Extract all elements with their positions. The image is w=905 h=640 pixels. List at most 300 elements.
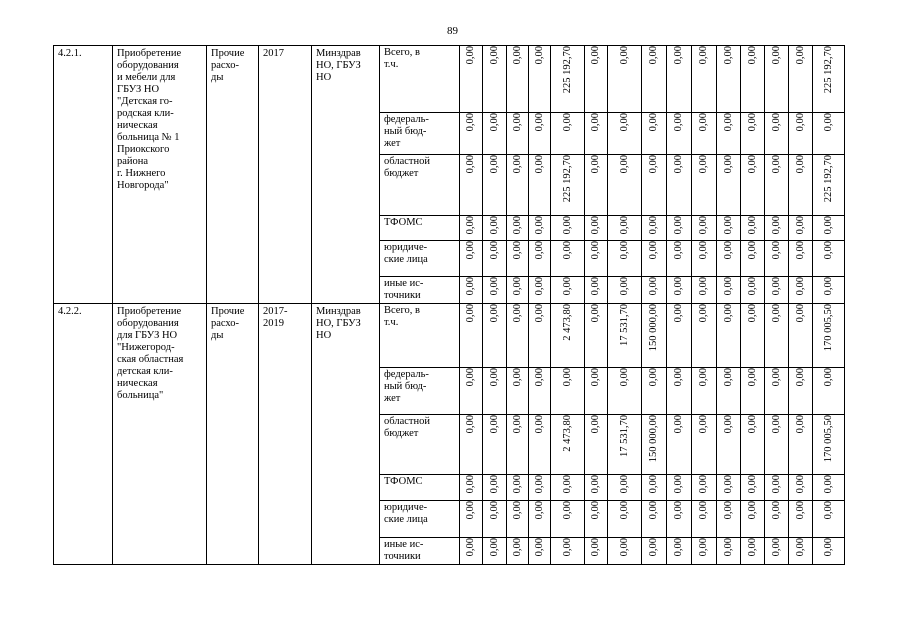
amount-value: 0,00 [465, 277, 476, 296]
funding-source [380, 368, 460, 415]
amount-cell [642, 501, 667, 538]
amount-value: 0,00 [698, 155, 709, 174]
amount-cell [551, 46, 585, 113]
amount-cell [789, 415, 813, 475]
amount-cell [717, 155, 741, 216]
period [259, 304, 312, 565]
amount-value: 0,00 [673, 46, 684, 65]
amount-cell [692, 277, 717, 304]
amount-value: 0,00 [794, 113, 806, 132]
amount-value: 0,00 [648, 538, 659, 557]
amount-value: 0,00 [673, 216, 684, 235]
text-line: ды [211, 330, 224, 341]
amount-value: 0,00 [673, 415, 684, 434]
text-line: Приобретение [117, 306, 182, 317]
funding-source [380, 216, 460, 241]
amount-value: 0,00 [746, 538, 758, 557]
amount-cell [813, 216, 845, 241]
amount-cell [483, 475, 507, 501]
amount-value: 0,00 [822, 216, 834, 235]
amount-value: 0,00 [488, 216, 500, 235]
amount-cell [667, 538, 692, 565]
amount-value: 0,00 [746, 113, 758, 132]
text-line: бюджет [384, 428, 419, 439]
text-line: иные ис- [384, 539, 424, 550]
text-line: оборудования [117, 60, 179, 71]
amount-cell [483, 501, 507, 538]
amount-value: 0,00 [561, 241, 573, 260]
amount-cell [667, 501, 692, 538]
amount-cell [813, 155, 845, 216]
amount-cell [667, 304, 692, 368]
amount-cell [551, 277, 585, 304]
amount-cell [460, 113, 483, 155]
amount-value: 0,00 [618, 501, 630, 520]
amount-cell [692, 415, 717, 475]
amount-cell [483, 304, 507, 368]
amount-value: 0,00 [794, 475, 806, 494]
amount-cell [460, 501, 483, 538]
text-line: ническая [117, 120, 158, 131]
text-line: юридиче- [384, 242, 428, 253]
text-line: ный бюд- [384, 381, 427, 392]
amount-value: 0,00 [488, 113, 500, 132]
amount-cell [765, 277, 789, 304]
amount-cell [507, 501, 529, 538]
amount-value: 0,00 [511, 113, 523, 132]
amount-cell [667, 241, 692, 277]
amount-cell [460, 538, 483, 565]
amount-cell [741, 216, 765, 241]
amount-cell [460, 277, 483, 304]
amount-value: 0,00 [770, 46, 782, 65]
item-code [54, 46, 113, 304]
amount-cell [765, 501, 789, 538]
amount-cell [765, 155, 789, 216]
amount-cell [551, 538, 585, 565]
text-line: г. Нижнего [117, 168, 166, 179]
amount-value: 0,00 [488, 538, 500, 557]
amount-value: 150 000,00 [648, 304, 659, 352]
amount-value: 0,00 [511, 538, 523, 557]
amount-cell [667, 113, 692, 155]
period-text: 2017 [263, 48, 284, 59]
amount-cell [813, 501, 845, 538]
amount-value: 0,00 [618, 277, 630, 296]
amount-value: 0,00 [746, 277, 758, 296]
amount-cell [551, 241, 585, 277]
amount-cell [483, 538, 507, 565]
amount-value: 0,00 [590, 415, 601, 434]
text-line: родская кли- [117, 108, 174, 119]
text-line: 2017- [263, 306, 288, 317]
amount-value: 170 005,50 [822, 304, 834, 352]
amount-cell [813, 368, 845, 415]
amount-value: 0,00 [722, 155, 734, 174]
item-code [54, 304, 113, 565]
text-line: оборудования [117, 318, 179, 329]
amount-value: 0,00 [722, 216, 734, 235]
amount-value: 0,00 [770, 538, 782, 557]
text-line: ТФОМС [384, 476, 423, 487]
text-line: Всего, в [384, 47, 420, 58]
amount-cell [741, 46, 765, 113]
text-line: федераль- [384, 114, 429, 125]
funding-source [380, 277, 460, 304]
amount-cell [551, 216, 585, 241]
amount-cell [717, 538, 741, 565]
amount-value: 0,00 [511, 216, 523, 235]
amount-cell [789, 304, 813, 368]
amount-cell [789, 46, 813, 113]
amount-value: 0,00 [770, 277, 782, 296]
text-line: ническая [117, 378, 158, 389]
amount-value: 0,00 [698, 216, 709, 235]
amount-value: 0,00 [770, 475, 782, 494]
text-line: расхо- [211, 318, 240, 329]
amount-cell [608, 538, 642, 565]
text-line: района [117, 156, 149, 167]
amount-value: 0,00 [488, 415, 500, 434]
amount-value: 0,00 [511, 46, 523, 65]
amount-cell [692, 501, 717, 538]
amount-cell [717, 304, 741, 368]
amount-cell [460, 216, 483, 241]
amount-value: 0,00 [465, 155, 476, 174]
text-line: Всего, в [384, 305, 420, 316]
amount-cell [789, 155, 813, 216]
text-line: и мебели для [117, 72, 176, 83]
amount-value: 0,00 [561, 216, 573, 235]
amount-cell [667, 155, 692, 216]
funding-source [380, 241, 460, 277]
amount-cell [507, 277, 529, 304]
amount-value: 0,00 [533, 216, 545, 235]
amount-value: 0,00 [533, 368, 545, 387]
amount-cell [765, 475, 789, 501]
amount-value: 0,00 [561, 368, 573, 387]
amount-cell [483, 277, 507, 304]
amount-cell [667, 46, 692, 113]
amount-value: 0,00 [794, 501, 806, 520]
amount-value: 0,00 [511, 415, 523, 434]
amount-cell [483, 368, 507, 415]
text-line: жет [384, 138, 401, 149]
amount-value: 0,00 [533, 277, 545, 296]
text-line: Новгорода" [117, 180, 169, 191]
amount-value: 0,00 [673, 113, 684, 132]
amount-cell [551, 415, 585, 475]
amount-cell [765, 368, 789, 415]
amount-cell [529, 113, 551, 155]
amount-value: 0,00 [770, 304, 782, 323]
amount-value: 0,00 [511, 304, 523, 323]
amount-cell [529, 538, 551, 565]
amount-cell [813, 113, 845, 155]
amount-value: 0,00 [698, 415, 709, 434]
amount-value: 0,00 [794, 46, 806, 65]
amount-value: 0,00 [465, 538, 476, 557]
funding-source [380, 475, 460, 501]
amount-value: 0,00 [511, 241, 523, 260]
funding-source [380, 304, 460, 368]
amount-cell [460, 241, 483, 277]
amount-value: 0,00 [698, 501, 709, 520]
amount-value: 0,00 [822, 241, 834, 260]
amount-cell [765, 113, 789, 155]
amount-cell [585, 475, 608, 501]
amount-value: 0,00 [488, 241, 500, 260]
amount-value: 0,00 [533, 113, 545, 132]
funding-source [380, 113, 460, 155]
amount-value: 0,00 [465, 415, 476, 434]
amount-value: 0,00 [511, 475, 523, 494]
amount-value: 0,00 [648, 475, 659, 494]
amount-value: 0,00 [488, 155, 500, 174]
amount-value: 0,00 [533, 155, 545, 174]
funding-source [380, 538, 460, 565]
text-line: "Детская го- [117, 96, 173, 107]
text-line: иные ис- [384, 278, 424, 289]
amount-cell [529, 46, 551, 113]
amount-value: 0,00 [618, 46, 630, 65]
amount-cell [529, 368, 551, 415]
text-line: больница № 1 [117, 132, 180, 143]
amount-value: 0,00 [561, 277, 573, 296]
amount-value: 0,00 [648, 216, 659, 235]
amount-cell [717, 216, 741, 241]
amount-value: 0,00 [822, 277, 834, 296]
amount-cell [608, 216, 642, 241]
amount-value: 2 473,80 [561, 415, 573, 452]
amount-cell [642, 304, 667, 368]
amount-cell [585, 155, 608, 216]
amount-cell [585, 277, 608, 304]
amount-cell [717, 113, 741, 155]
amount-cell [529, 475, 551, 501]
amount-value: 0,00 [746, 501, 758, 520]
amount-cell [585, 46, 608, 113]
amount-cell [717, 46, 741, 113]
amount-value: 0,00 [465, 113, 476, 132]
amount-value: 0,00 [561, 475, 573, 494]
amount-value: 0,00 [648, 277, 659, 296]
text-line: расхо- [211, 60, 240, 71]
item-name [113, 46, 207, 304]
amount-cell [765, 304, 789, 368]
amount-cell [642, 475, 667, 501]
amount-value: 0,00 [590, 216, 601, 235]
amount-cell [692, 113, 717, 155]
amount-value: 0,00 [465, 475, 476, 494]
amount-cell [789, 368, 813, 415]
amount-cell [692, 155, 717, 216]
text-line: ские лица [384, 514, 428, 525]
amount-value: 0,00 [590, 155, 601, 174]
amount-value: 0,00 [673, 155, 684, 174]
expense-type [207, 304, 259, 565]
amount-cell [813, 277, 845, 304]
amount-cell [741, 415, 765, 475]
amount-cell [507, 155, 529, 216]
amount-value: 0,00 [794, 415, 806, 434]
amount-value: 0,00 [746, 216, 758, 235]
amount-cell [741, 475, 765, 501]
amount-value: 0,00 [746, 415, 758, 434]
text-line: ды [211, 72, 224, 83]
amount-cell [529, 241, 551, 277]
amount-value: 0,00 [770, 241, 782, 260]
amount-value: 0,00 [746, 368, 758, 387]
amount-cell [608, 46, 642, 113]
amount-value: 150 000,00 [648, 415, 659, 463]
amount-value: 0,00 [673, 304, 684, 323]
amount-cell [529, 216, 551, 241]
amount-cell [551, 113, 585, 155]
amount-cell [692, 475, 717, 501]
text-line: юридиче- [384, 502, 428, 513]
amount-value: 0,00 [648, 113, 659, 132]
amount-value: 0,00 [618, 113, 630, 132]
amount-value: 0,00 [488, 277, 500, 296]
amount-cell [585, 216, 608, 241]
amount-cell [483, 216, 507, 241]
amount-cell [585, 304, 608, 368]
amount-value: 0,00 [722, 46, 734, 65]
amount-cell [692, 216, 717, 241]
text-line: т.ч. [384, 59, 399, 70]
text-line: для ГБУЗ НО [117, 330, 178, 341]
amount-cell [608, 155, 642, 216]
amount-cell [529, 304, 551, 368]
expense-type [207, 46, 259, 304]
amount-value: 0,00 [511, 501, 523, 520]
amount-cell [813, 475, 845, 501]
amount-value: 0,00 [533, 475, 545, 494]
amount-cell [608, 277, 642, 304]
amount-value: 0,00 [465, 501, 476, 520]
amount-value: 0,00 [822, 538, 834, 557]
amount-cell [460, 475, 483, 501]
amount-cell [789, 113, 813, 155]
text-line: точники [384, 551, 421, 562]
amount-value: 0,00 [590, 113, 601, 132]
amount-value: 0,00 [770, 368, 782, 387]
amount-value: 0,00 [590, 241, 601, 260]
amount-cell [642, 155, 667, 216]
amount-cell [741, 304, 765, 368]
amount-value: 0,00 [770, 415, 782, 434]
amount-value: 0,00 [648, 501, 659, 520]
amount-cell [717, 415, 741, 475]
text-line: бюджет [384, 168, 419, 179]
amount-cell [717, 475, 741, 501]
amount-cell [608, 113, 642, 155]
amount-value: 0,00 [794, 241, 806, 260]
page-number: 89 [447, 25, 458, 37]
amount-value: 0,00 [722, 475, 734, 494]
text-line: Минздрав [316, 306, 361, 317]
amount-cell [483, 46, 507, 113]
text-line: "Нижегород- [117, 342, 175, 353]
amount-cell [717, 277, 741, 304]
text-line: ТФОМС [384, 217, 423, 228]
amount-cell [507, 415, 529, 475]
amount-value: 0,00 [561, 501, 573, 520]
amount-value: 225 192,70 [561, 155, 573, 203]
amount-value: 0,00 [533, 415, 545, 434]
amount-cell [667, 277, 692, 304]
amount-value: 0,00 [698, 304, 709, 323]
amount-cell [789, 277, 813, 304]
amount-value: 0,00 [511, 368, 523, 387]
amount-cell [765, 538, 789, 565]
amount-value: 0,00 [590, 277, 601, 296]
amount-cell [765, 415, 789, 475]
amount-value: 0,00 [533, 538, 545, 557]
text-line: областной [384, 156, 430, 167]
amount-value: 0,00 [822, 501, 834, 520]
amount-cell [608, 475, 642, 501]
funding-source [380, 415, 460, 475]
funding-source [380, 46, 460, 113]
amount-value: 0,00 [511, 155, 523, 174]
amount-cell [551, 501, 585, 538]
amount-cell [460, 368, 483, 415]
amount-value: 0,00 [722, 304, 734, 323]
amount-value: 0,00 [618, 216, 630, 235]
text-line: точники [384, 290, 421, 301]
amount-cell [741, 113, 765, 155]
amount-value: 0,00 [465, 304, 476, 323]
text-line: Приобретение [117, 48, 182, 59]
amount-value: 0,00 [648, 46, 659, 65]
amount-value: 0,00 [673, 277, 684, 296]
amount-value: 0,00 [533, 304, 545, 323]
amount-value: 170 005,50 [822, 415, 834, 463]
amount-value: 0,00 [648, 155, 659, 174]
amount-cell [529, 501, 551, 538]
amount-cell [483, 155, 507, 216]
amount-value: 0,00 [698, 368, 709, 387]
amount-cell [642, 415, 667, 475]
text-line: Прочие [211, 306, 245, 317]
amount-cell [813, 538, 845, 565]
amount-cell [667, 216, 692, 241]
amount-value: 0,00 [673, 368, 684, 387]
amount-cell [483, 113, 507, 155]
amount-cell [529, 277, 551, 304]
amount-cell [667, 415, 692, 475]
amount-value: 0,00 [698, 113, 709, 132]
amount-value: 0,00 [746, 304, 758, 323]
amount-cell [507, 538, 529, 565]
amount-value: 0,00 [533, 241, 545, 260]
amount-cell [585, 538, 608, 565]
amount-cell [585, 113, 608, 155]
amount-cell [483, 415, 507, 475]
amount-cell [741, 538, 765, 565]
funding-source [380, 501, 460, 538]
amount-value: 0,00 [722, 368, 734, 387]
amount-value: 0,00 [488, 304, 500, 323]
amount-value: 0,00 [561, 113, 573, 132]
amount-value: 0,00 [698, 475, 709, 494]
amount-value: 0,00 [794, 538, 806, 557]
item-name [113, 304, 207, 565]
amount-value: 0,00 [822, 475, 834, 494]
amount-cell [765, 46, 789, 113]
